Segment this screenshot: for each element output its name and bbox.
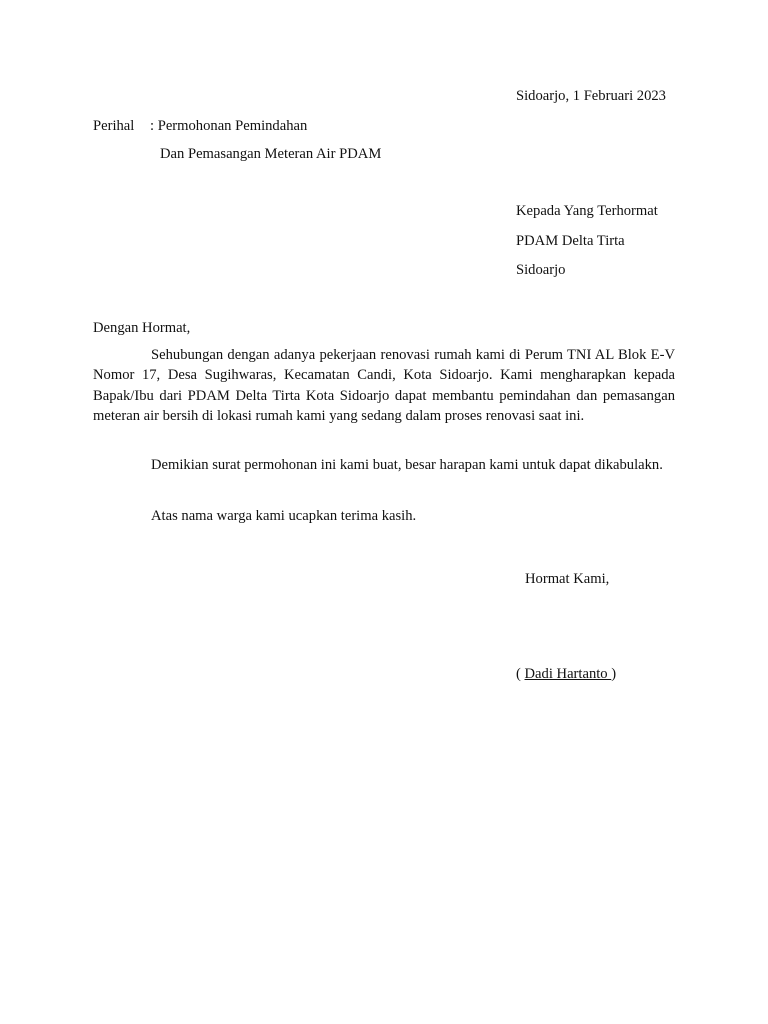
subject-label: Perihal (93, 118, 135, 134)
closing: Hormat Kami, (525, 571, 610, 587)
body-paragraph-2: Demikian surat permohonan ini kami buat, besar harapan kami untuk dapat dikabulakn. (151, 457, 663, 473)
recipient-line-2: PDAM Delta Tirta (516, 233, 625, 249)
signatory-open-paren: ( (516, 666, 525, 682)
body-paragraph-3: Atas nama warga kami ucapkan terima kasih. (151, 508, 417, 524)
letter-date: Sidoarjo, 1 Februari 2023 (516, 88, 666, 104)
recipient-line-3: Sidoarjo (516, 262, 566, 278)
subject-line-1: : Permohonan Pemindahan (150, 118, 308, 134)
recipient-line-1: Kepada Yang Terhormat (516, 203, 658, 219)
signatory (516, 664, 616, 684)
signatory-name: Dadi Hartanto (524, 666, 612, 682)
salutation: Dengan Hormat, (93, 320, 191, 336)
body-paragraph-1: Sehubungan dengan adanya pekerjaan renovasi rumah kami di Perum TNI AL Blok E-V Nomor 17, Desa Sugihwaras, Kecamatan Candi, Kota Sidoarjo. Kami mengharapkan kepada Bapak/Ibu dari PDAM Delta Tirta Kota Sidoarjo dapat membantu pemindahan dan pemasangan meteran air bersih di lokasi rumah kami yang sedang dalam proses renovasi saat ini. (93, 347, 675, 425)
signatory-close-paren: ) (611, 666, 617, 682)
subject-line-2: Dan Pemasangan Meteran Air PDAM (160, 146, 382, 162)
